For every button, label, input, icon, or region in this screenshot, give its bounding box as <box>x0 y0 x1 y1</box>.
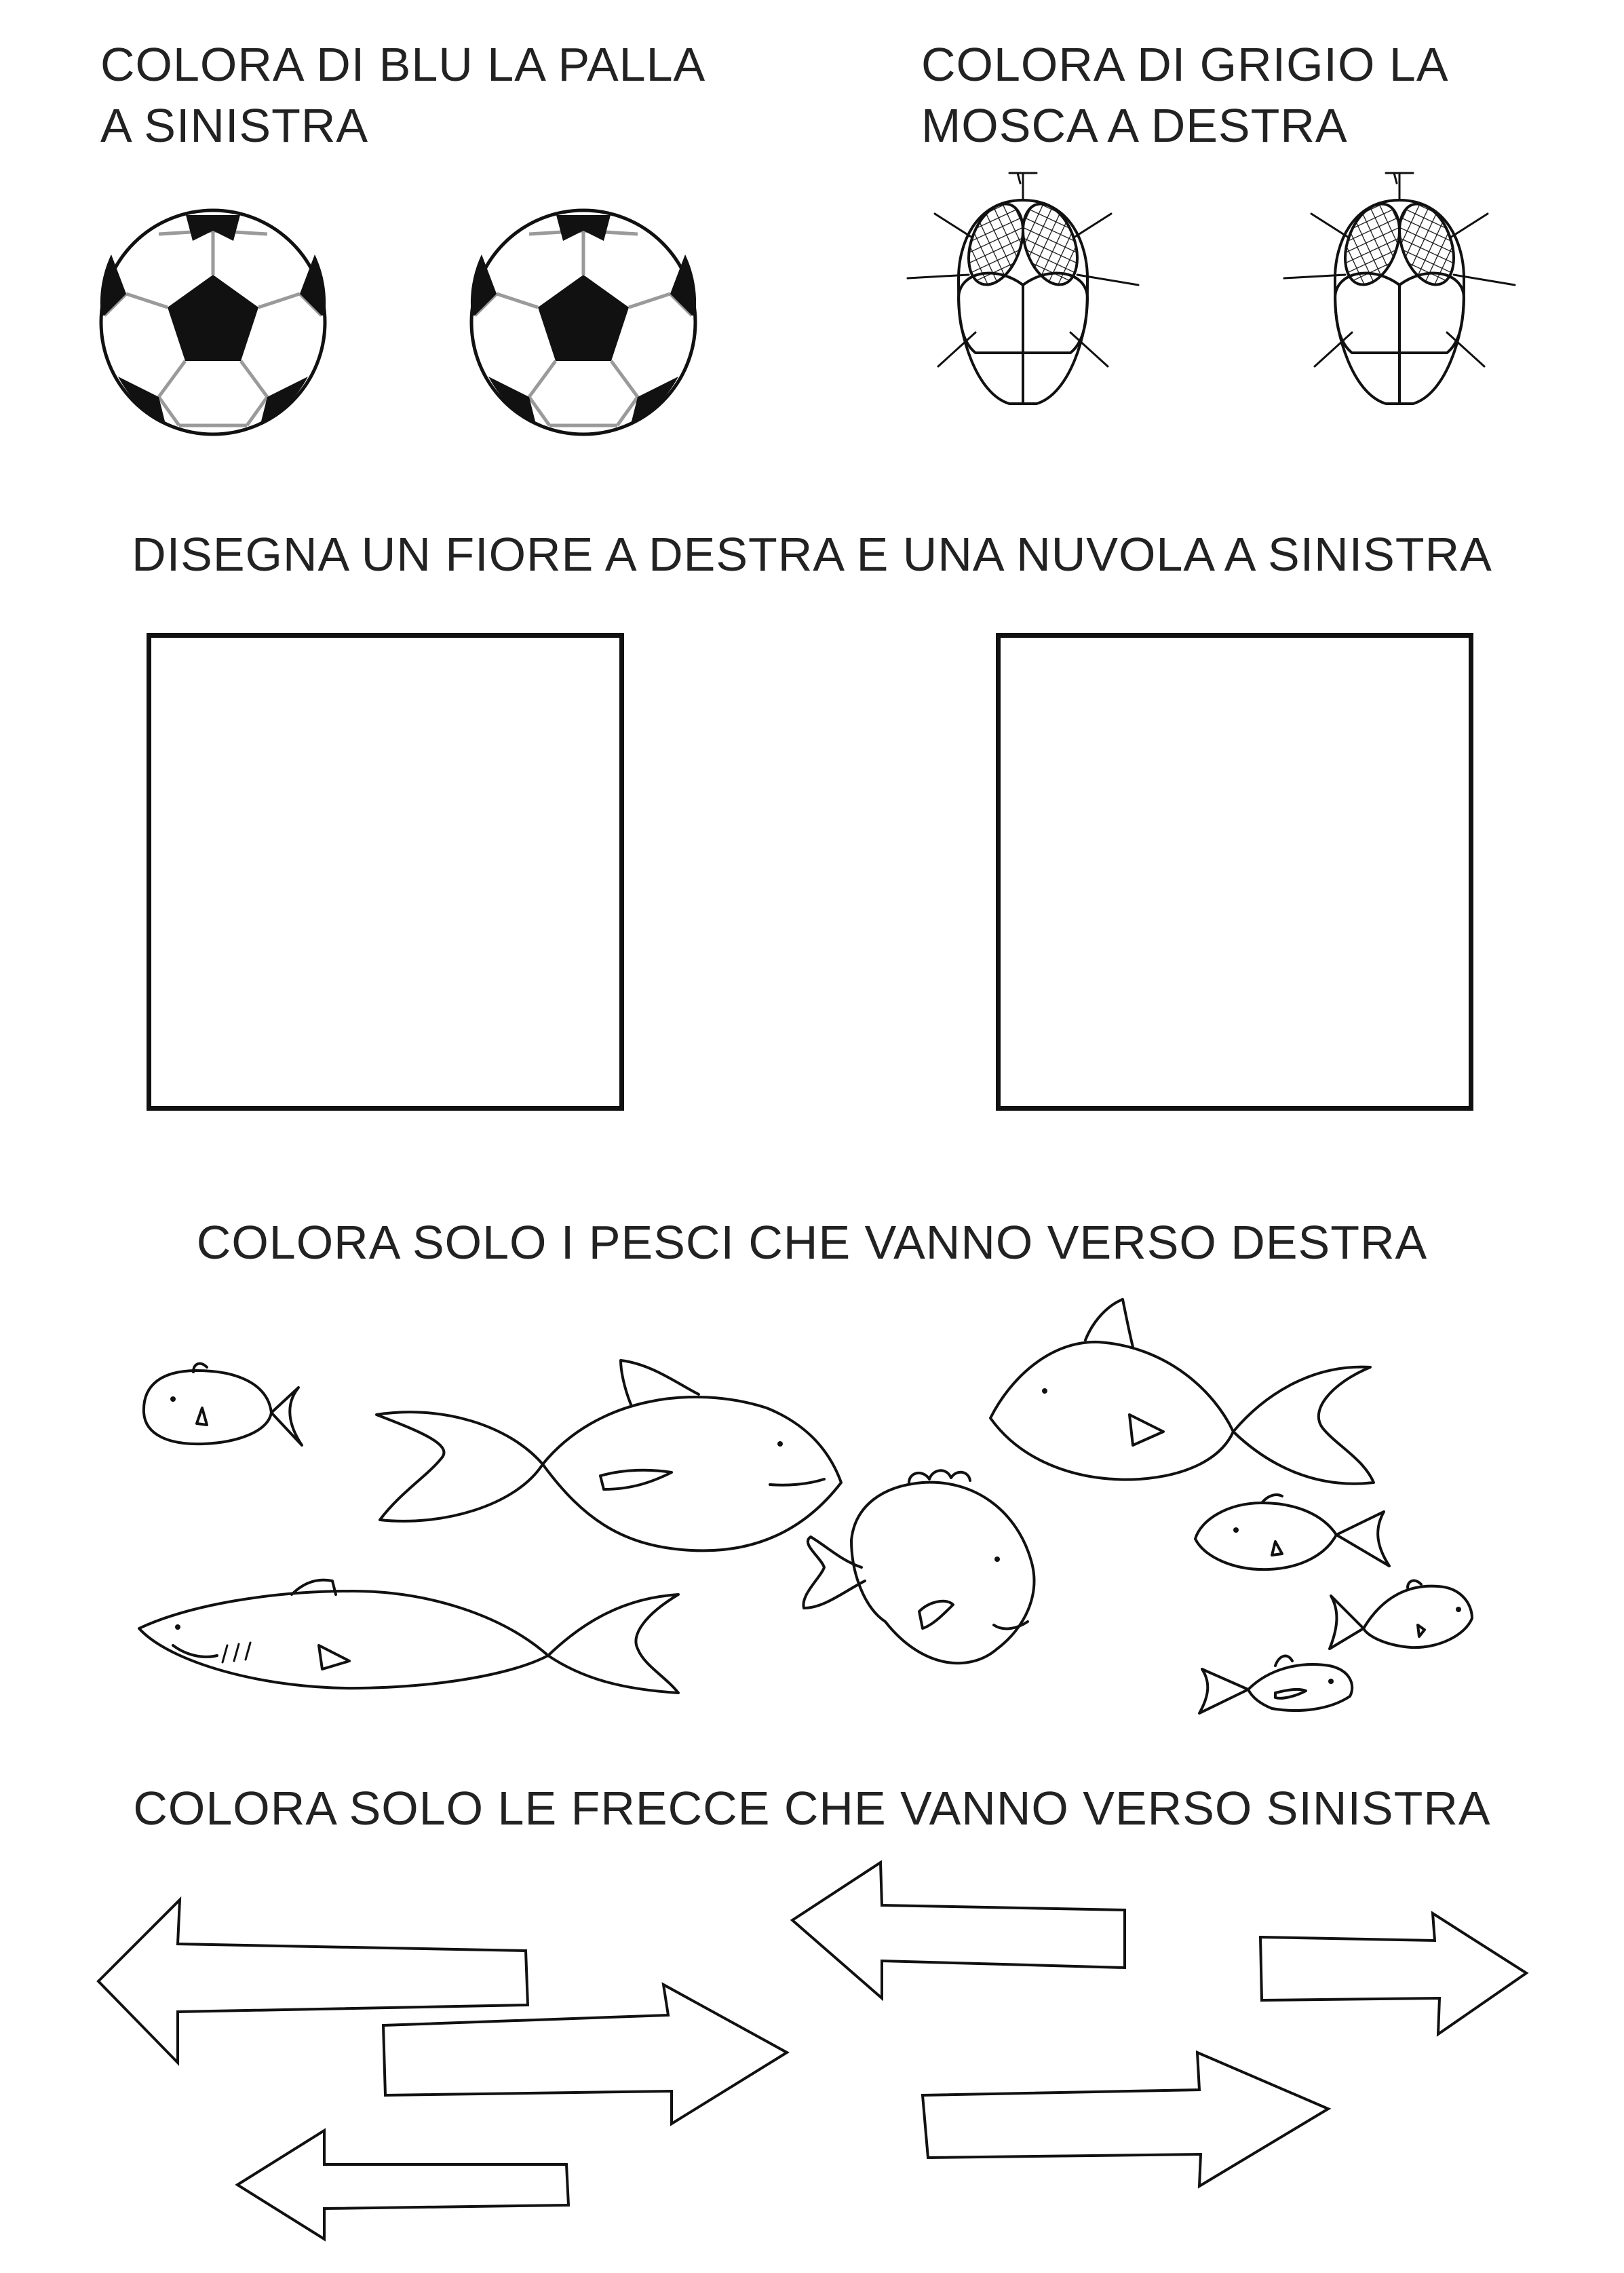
soccer-ball-left-icon[interactable] <box>100 210 326 434</box>
fish-small-right-middle-icon[interactable] <box>1195 1495 1389 1569</box>
instruction-color-fish: COLORA SOLO I PESCI CHE VANNO VERSO DESTRA <box>196 1216 1428 1269</box>
arrow-left-bottom-icon[interactable] <box>237 2131 568 2239</box>
fish-shark-icon[interactable] <box>139 1580 678 1693</box>
instruction-color-ball: COLORA DI BLU LA PALLA A SINISTRA <box>100 38 703 152</box>
fish-top-right-icon[interactable] <box>990 1299 1374 1484</box>
instruction-draw-flower-cloud: DISEGNA UN FIORE A DESTRA E UNA NUVOLA A SINISTRA <box>132 528 1492 581</box>
arrow-right-bottom-icon[interactable] <box>923 2052 1328 2186</box>
instruction-color-fly: COLORA DI GRIGIO LA MOSCA A DESTRA <box>921 38 1446 152</box>
fish-round-center-icon[interactable] <box>803 1470 1034 1663</box>
soccer-ball-right-icon[interactable] <box>471 210 696 434</box>
fish-big-center-icon[interactable] <box>376 1360 841 1550</box>
fish-small-right-lower-icon[interactable] <box>1330 1581 1472 1649</box>
fly-left-icon[interactable] <box>908 173 1138 404</box>
arrow-right-top-right-icon[interactable] <box>1260 1913 1526 2034</box>
instruction-color-arrows: COLORA SOLO LE FRECCE CHE VANNO VERSO SINISTRA <box>133 1782 1491 1835</box>
fish-small-top-left-icon[interactable] <box>144 1364 302 1445</box>
arrow-left-top-center-icon[interactable] <box>792 1863 1125 1998</box>
fly-right-icon[interactable] <box>1284 173 1515 404</box>
fish-small-bottom-right-icon[interactable] <box>1199 1656 1352 1713</box>
